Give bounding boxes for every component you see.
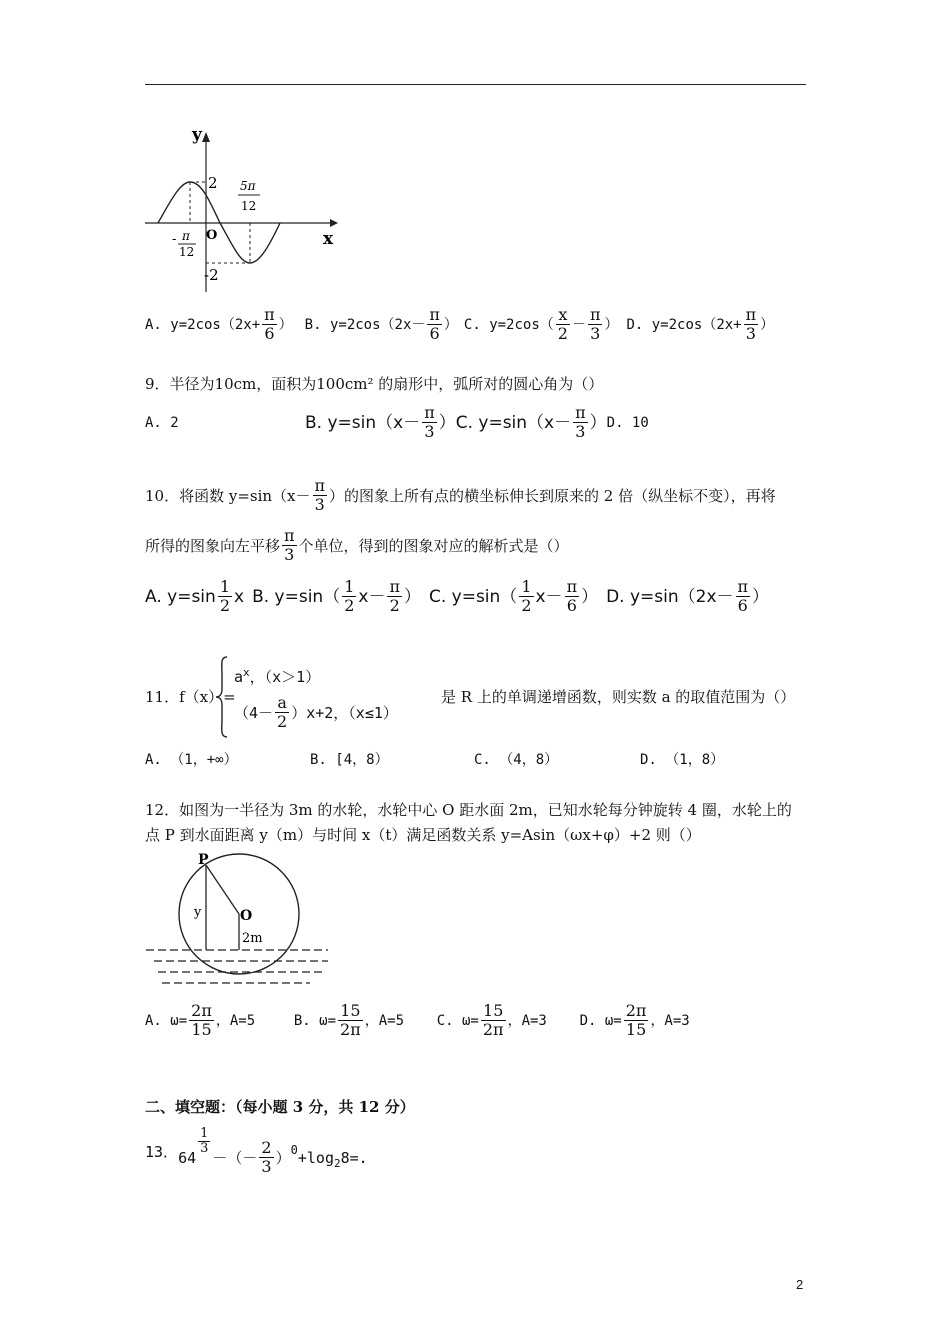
q8-options [145,306,774,343]
left-sign: - [172,232,177,247]
q13-lead: 13． [145,1142,179,1161]
q9-options [145,404,649,441]
q8-c-frac2: $\frac{\pi}{3}$ [589,305,601,343]
header-rule [145,84,806,85]
q11-b: B. [4，8） [310,752,389,768]
q11-case2 [234,694,398,731]
q10-c-mid: x－ [535,586,563,607]
label-2m: 2m [242,931,263,946]
q11-case2-post: ）x+2，（x≤1） [291,703,398,722]
q13-frac: $\frac{2}{3}$ [261,1138,272,1176]
q13-base: 64 [178,1148,197,1167]
q10-a-frac: $\frac{1}{2}$ [219,577,230,615]
q10-b-mid: x－ [358,586,386,607]
q8-a-frac: $\frac{\pi}{6}$ [264,305,275,343]
x-axis-arrow [330,219,338,227]
q12-a-frac: $\frac{2\pi}{15}$ [191,1001,212,1039]
q12-a-post: ，A=5 [215,1012,256,1029]
label-p: P [198,852,209,868]
q12-c-frac: $\frac{15}{2\pi}$ [482,1001,504,1039]
q10-b-frac2: $\frac{\pi}{2}$ [389,577,400,615]
q8-b-pre: B. y=2cos（2x－ [304,316,426,333]
q12-d-frac: $\frac{2\pi}{15}$ [625,1001,647,1039]
q11-case2-frac: $\frac{a}{2}$ [277,693,288,731]
q12-options [145,1002,690,1039]
q11-brace [214,655,230,739]
q10-c-frac1: $\frac{1}{2}$ [521,577,532,615]
q9-stem: 9．半径为10cm，面积为100cm² 的扇形中，弧所对的圆心角为（） [145,375,604,393]
q12-a-pre: A. ω= [145,1012,188,1029]
q10-d-frac: $\frac{\pi}{6}$ [737,577,749,615]
q10-a-pre: A. y=sin [145,586,216,607]
q13 [145,1126,368,1176]
q12-c-pre: C. ω= [436,1012,479,1029]
q8-a-post: ） [278,316,293,333]
q13-exp-frac: $\frac{1}{3}$ [200,1126,209,1156]
q9-d: D. 10 [606,414,649,431]
q12-b-frac: $\frac{15}{2\pi}$ [340,1001,361,1039]
q8-d-frac: $\frac{\pi}{3}$ [745,305,757,343]
q8-b-post: ） [443,316,458,333]
x-label: x [323,229,334,249]
origin-label: O [206,228,218,243]
q10-line2 [145,527,569,564]
q12-b-pre: B. ω= [293,1012,337,1029]
radius-line [206,865,239,914]
q10-d-post: ） [752,586,770,607]
q8-c-pre: C. y=2cos（ [463,316,554,333]
q8-c-mid: － [571,316,586,333]
label-o: O [240,908,253,924]
y-label: y [192,125,202,145]
q10-line1-post: ）的图象上所有点的横坐标伸长到原来的 2 倍（纵坐标不变），再将 [329,486,776,505]
q12-d-post: ，A=3 [650,1012,690,1029]
section-2-title: 二、填空题：（每小题 3 分，共 12 分） [145,1098,415,1116]
q10-a-post: x [234,586,245,607]
q12-line2: 点 P 到水面距离 y（m）与时间 x（t）满足函数关系 y=Asin（ωx+φ）+2 则（） [145,826,701,844]
q10-d-pre: D. y=sin（2x－ [606,586,734,607]
q10-b-post: ） [403,586,421,607]
left-num: π [182,229,190,243]
q13-post: ） [275,1148,291,1167]
q11-case1-sup: x [243,666,250,679]
q8-d-post: ） [760,316,775,333]
q13-log-sub: 2 [333,1156,341,1170]
q8-c-post: ） [604,316,619,333]
q13-log: +log [297,1148,334,1167]
q9-b-frac: $\frac{\pi}{3}$ [424,403,435,441]
q10-line2-frac: $\frac{\pi}{3}$ [284,526,295,564]
q10-line1-frac: $\frac{\pi}{3}$ [314,476,326,514]
q9-b-pre: B. y=sin（x－ [305,412,421,433]
left-den: 12 [179,245,195,259]
q9-c-post: ） [589,412,607,433]
q11-a: A. （1，+∞） [145,752,238,768]
q12-line1: 12．如图为一半径为 3m 的水轮，水轮中心 O 距水面 2m，已知水轮每分钟旋转 4 圈，水轮上的 [145,801,792,819]
q11-case1 [234,664,320,686]
q10-line2-post: 个单位，得到的图象对应的解析式是（） [298,536,569,555]
q11-case2-pre: （4－ [234,703,274,722]
q9-c-pre: C. y=sin（x－ [455,412,572,433]
q10-b-frac1: $\frac{1}{2}$ [344,577,355,615]
q11-d: D. （1，8） [640,752,725,768]
q11-lead: 11．f（x）= [145,688,236,706]
q8-a-pre: A. y=2cos（2x+ [145,316,261,333]
q10-line1 [145,477,776,514]
right-num: 5π [240,179,256,193]
right-den: 12 [241,199,257,213]
q13-zero-exp: 0 [290,1142,298,1157]
y-axis-arrow [202,132,210,142]
q10-options [145,578,769,615]
q11-case1-cond: ，（x＞1） [249,668,321,686]
q8-d-pre: D. y=2cos（2x+ [626,316,742,333]
q10-line2-pre: 所得的图象向左平移 [145,536,281,555]
water-wheel-figure [140,848,340,993]
q8-c-frac1: $\frac{x}{2}$ [557,305,568,343]
min-label: -2 [204,266,219,284]
label-y: y [194,905,202,920]
q9-b-post: ） [438,412,456,433]
q11-tail: 是 R 上的单调递增函数，则实数 a 的取值范围为（） [441,688,796,706]
q10-line1-pre: 10．将函数 y=sin（x－ [145,486,311,505]
q13-log-arg: 8=. [340,1148,368,1167]
q10-b-pre: B. y=sin（ [252,586,341,607]
q9-c-frac: $\frac{\pi}{3}$ [575,403,586,441]
q12-d-pre: D. ω= [579,1012,622,1029]
q10-c-frac2: $\frac{\pi}{6}$ [566,577,578,615]
q11-case1-base: a [234,668,244,686]
q12-c-post: ，A=3 [507,1012,547,1029]
q8-b-frac: $\frac{\pi}{6}$ [429,305,440,343]
cosine-graph [140,120,350,300]
q10-c-pre: C. y=sin（ [428,586,518,607]
q9-a: A. 2 [145,414,179,431]
q10-c-post: ） [581,586,599,607]
q13-minus: －（－ [212,1148,258,1167]
q12-b-post: ，A=5 [364,1012,405,1029]
page-number: 2 [796,1277,804,1292]
max-label: 2 [208,174,218,192]
q11-c: C. （4，8） [474,752,559,768]
